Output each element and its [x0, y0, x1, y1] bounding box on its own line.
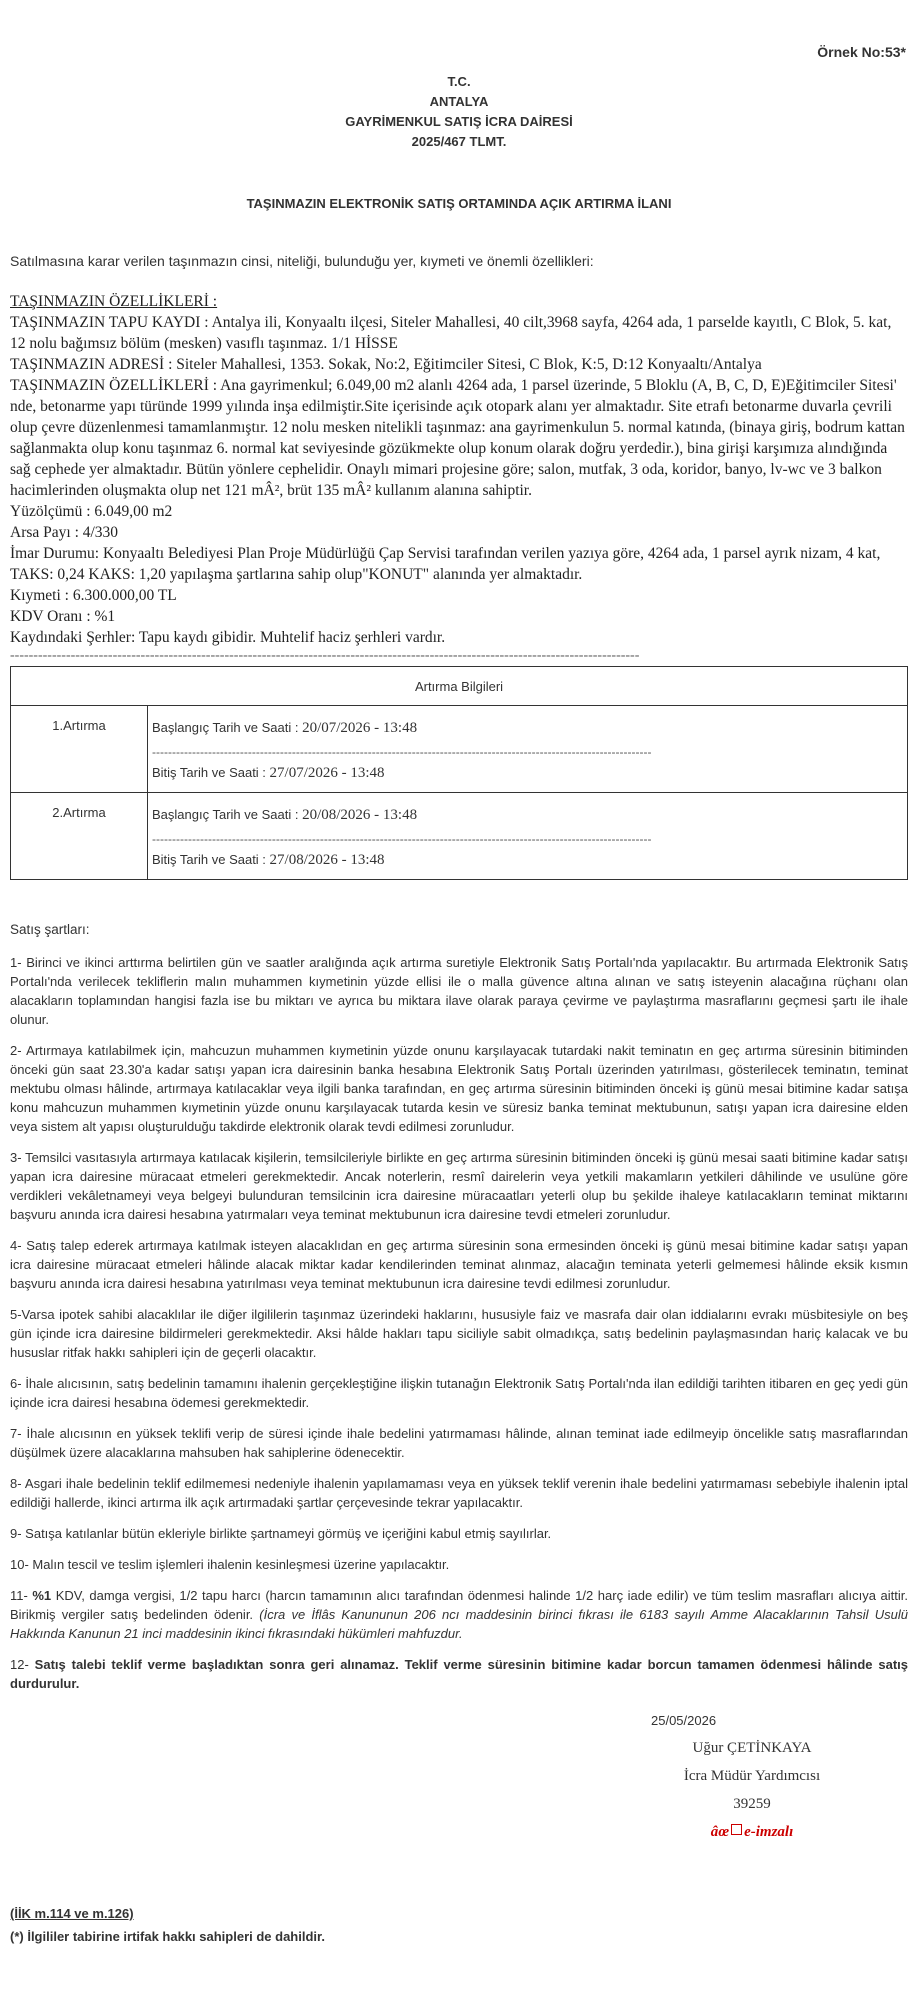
signer-number: 39259: [733, 1796, 771, 1812]
property-zoning: İmar Durumu: Konyaaltı Belediyesi Plan Proje Müdürlüğü Çap Servisi tarafından verilen yazıya göre, 4264 ada, 1 parsel ayrık nizam, 4 kat, TAKS: 0,24 KAKS: 1,20 yapılaşma şartlarına sahip olup"KONUT" alanında yer almaktadır.: [10, 545, 881, 583]
signature-block: [622, 1734, 882, 1846]
condition-11-vat: %1: [32, 1588, 52, 1603]
property-area: Yüzölçümü : 6.049,00 m2: [10, 503, 173, 520]
condition-6: 6- İhale alıcısının, satış bedelinin tamamını ihalenin gerçekleştiğine ilişkin tutanağın Elektronik Satış Portalı'nda ilan edildiği tarihten itibaren en geç yedi gün içinde icra dairesi hesabına ödemesi gerekmektedir.: [10, 1376, 908, 1410]
condition-1: 1- Birinci ve ikinci arttırma belirtilen gün ve saatler aralığında açık artırma suretiyle Elektronik Satış Portalı'nda yapılacaktır. Bu artırmada Elektronik Satış Portalı'nda verilecek tekliflerin malın muhammen kıymetinin yüzde ellisi ile o malla güvence altına alınan ve satış isteyenin alacağına rüçhanı olan alacakların toplamından hangisi fazla ise bu miktarı ve ayrıca bu miktara ilave olarak paraya çevirme ve paylaştırma masraflarını geçmesi şartı ile ihale olunur.: [10, 955, 908, 1027]
condition-12: [10, 1655, 908, 1693]
header-line-city: ANTALYA: [429, 94, 489, 109]
property-tapu: TAŞINMAZIN TAPU KAYDI : Antalya ili, Konyaaltı ilçesi, Siteler Mahallesi, 40 cilt,3968 sayfa, 4264 ada, 1 parselde kayıtlı, C Blok, 5. kat, 12 nolu bağımsız bölüm (mesken) vasıflı taşınmaz. 1/1 HİSSE: [10, 314, 892, 352]
auction-row-separator: -----------------------------------------------------------------------------------------------------------------------------: [152, 745, 652, 759]
condition-9: 9- Satışa katılanlar bütün ekleriyle birlikte şartnameyi görmüş ve içeriğini kabul etmiş sayılırlar.: [10, 1526, 552, 1541]
header-line-file-no: 2025/467 TLMT.: [411, 134, 507, 149]
property-heading: TAŞINMAZIN ÖZELLİKLERİ :: [10, 293, 218, 310]
condition-11-italic: (İcra ve İflâs Kanununun 206 ncı maddesinin birinci fıkrası ile 6183 sayılı Amme Alacaklarının Tahsil Usulü Hakkında Kanunun 21 inci maddesinin ikinci fıkrasındaki hükümleri mahfuzdur.: [10, 1607, 909, 1641]
auction-start-value: 20/08/2026 - 13:48: [302, 807, 418, 823]
footer-note: (*) İlgililer tabirine irtifak hakkı sahipleri de dahildir.: [10, 1929, 325, 1944]
property-details: [10, 291, 908, 664]
ornek-number: Örnek No:53*: [817, 44, 906, 60]
auction-start-label: Başlangıç Tarih ve Saati :: [152, 807, 299, 822]
signer-name: Uğur ÇETİNKAYA: [692, 1740, 812, 1756]
signer-role: İcra Müdür Yardımcısı: [683, 1768, 821, 1784]
document-header: [10, 72, 908, 152]
auction-name: 1.Artırma: [11, 706, 148, 793]
auction-end-label: Bitiş Tarih ve Saati :: [152, 765, 266, 780]
property-value: Kıymeti : 6.300.000,00 TL: [10, 587, 177, 604]
auction-name: 2.Artırma: [11, 793, 148, 880]
condition-5: 5-Varsa ipotek sahibi alacaklılar ile diğer ilgililerin taşınmaz üzerindeki haklarını, hususiyle faiz ve masrafa dair olan iddialarını evrakı müsbitesiyle on beş gün içinde icra dairesine bildirmeleri gerekmektedir. Aksi hâlde hakları tapu siciliyle sabit olmadıkça, satış bedelinin paylaşmasından hariç kalacak ve bu hususlar ritfak hakkı sahipleri için de geçerli olacaktır.: [10, 1307, 908, 1360]
header-line-office: GAYRİMENKUL SATIŞ İCRA DAİRESİ: [345, 114, 573, 129]
condition-11-prefix: 11-: [10, 1588, 28, 1603]
auction-end-value: 27/07/2026 - 13:48: [269, 765, 385, 781]
condition-11: [10, 1586, 908, 1643]
footer-law-reference: (İİK m.114 ve m.126): [10, 1906, 134, 1921]
conditions-heading: Satış şartları:: [10, 922, 90, 937]
auction-table: [10, 666, 908, 880]
auction-start-label: Başlangıç Tarih ve Saati :: [152, 720, 299, 735]
condition-12-prefix: 12-: [10, 1657, 35, 1672]
condition-8: 8- Asgari ihale bedelinin teklif edilmemesi nedeniyle ihalenin yapılamaması veya en yüksek teklif verenin ihale bedelini yatırmaması sebebiyle ihalenin iptal edildiği hallerde, ikinci artırma ilk açık artırmadaki şartlar çerçevesinde tekrar yapılacaktır.: [10, 1476, 908, 1510]
property-vat: KDV Oranı : %1: [10, 608, 116, 625]
e-signature-label: e-imzalı: [744, 1824, 794, 1840]
e-signature-prefix: âœ: [710, 1824, 730, 1840]
auction-end-label: Bitiş Tarih ve Saati :: [152, 852, 266, 867]
condition-3: 3- Temsilci vasıtasıyla artırmaya katılacak kişilerin, temsilcileriyle birlikte en geç artırma süresinin bitiminden önceki iş günü mesai saati bitimine kadar satışı yapan icra dairesine müracaat etmeleri gerekmektedir. Ancak noterlerin, resmî dairelerin veya yetkili makamların yetkileri dâhilinde ve usulüne göre verdikleri vekâletnameyi veya belgeyi bulunduran temsilcinin icra dairesine müracaatları yeterli olup bu şekilde ihaleye katılacakların teminat miktarını başvuru anında icra dairesi hesabına yatırmaları veya teminat mektubunun icra dairesine tevdi etmeleri zorunludur.: [10, 1150, 908, 1222]
e-signature-box-icon: [731, 1824, 742, 1835]
property-separator: ---------------------------------------------------------------------------------------------------------------------------------------: [10, 648, 640, 663]
condition-10: 10- Malın tescil ve teslim işlemleri ihalenin kesinleşmesi üzerine yapılacaktır.: [10, 1557, 450, 1572]
auction-start-value: 20/07/2026 - 13:48: [302, 720, 418, 736]
table-row: [11, 793, 908, 880]
header-line-tc: T.C.: [447, 74, 471, 89]
condition-11-text: KDV, damga vergisi, 1/2 tapu harcı (harcın tamamının alıcı tarafından ödenmesi halinde 1/2 harç iade edilir) ve tüm teslim masrafları alıcıya aittir. Birikmiş vergiler satış bedelinden ödenir.: [10, 1588, 908, 1622]
property-share: Arsa Payı : 4/330: [10, 524, 119, 541]
auction-dates: [148, 706, 908, 793]
property-address: TAŞINMAZIN ADRESİ : Siteler Mahallesi, 1353. Sokak, No:2, Eğitimciler Sitesi, C Blok, K:5, D:12 Konyaaltı/Antalya: [10, 356, 762, 373]
auction-dates: [148, 793, 908, 880]
page-title: TAŞINMAZIN ELEKTRONİK SATIŞ ORTAMINDA AÇIK ARTIRMA İLANI: [246, 196, 672, 211]
auction-end-value: 27/08/2026 - 13:48: [269, 852, 385, 868]
document-page: [0, 44, 920, 1944]
condition-7: 7- İhale alıcısının en yüksek teklifi verip de süresi içinde ihale bedelini yatırmaması hâlinde, alınan teminat iade edilmeyip öncelikle satış masraflarından düşülmek üzere alacaklarına mahsuben hak sahiplerine ödenecektir.: [10, 1426, 908, 1460]
property-features: TAŞINMAZIN ÖZELLİKLERİ : Ana gayrimenkul; 6.049,00 m2 alanlı 4264 ada, 1 parsel üzerinde, 5 Bloklu (A, B, C, D, E)Eğitimciler Sitesi' nde, betonarme yapı türünde 1999 yılında inşa edilmiştir.Site içerisinde açık otopark alanı yer almaktadır. Site etrafı betonarme duvarla çevrili olup çevre düzenlenmesi tamamlanmıştır. 12 nolu mesken nitelikli taşınmaz: ana gayrimenkulun 5. normal katında, (binaya giriş, bodrum kattan sağlanmakta olup konu taşınmaz 6. normal kat seviyesinde gözükmekte olup konum olarak doğru yerdedir.), bina girişi karşımıza alındığında sağ cephede yer almaktadır. Bütün yönlere cephelidir. Onaylı mimari projesine göre; salon, mutfak, 3 oda, koridor, banyo, lv-wc ve 3 balkon hacimlerinden oluşmakta olup net 121 mÂ², brüt 135 mÂ² kullanım alanına sahiptir.: [10, 377, 905, 499]
property-annotations: Kaydındaki Şerhler: Tapu kaydı gibidir. Muhtelif haciz şerhleri vardır.: [10, 629, 446, 646]
table-row: [11, 706, 908, 793]
signature-date: 25/05/2026: [651, 1713, 717, 1728]
intro-text: Satılmasına karar verilen taşınmazın cinsi, niteliği, bulunduğu yer, kıymeti ve önemli özellikleri:: [10, 253, 594, 269]
condition-4: 4- Satış talep ederek artırmaya katılmak isteyen alacaklıdan en geç artırma süresinin sona ermesinden önceki iş günü mesai bitimine kadar satışı yapan icra dairesine müracaat etmeleri hâlinde alacak miktar kadar kendilerinden teminat alınmaz, alacağın teminata yeterli gelmemesi hâlinde eksik kısmın başvuru anında icra dairesi hesabına yatırılması veya teminat mektubunun icra dairesine tevdi edilmesi zorunludur.: [10, 1238, 908, 1291]
condition-12-bold: Satış talebi teklif verme başladıktan sonra geri alınamaz. Teklif verme süresinin bitimine kadar borcun tamamen ödenmesi hâlinde satış durdurulur.: [10, 1657, 908, 1691]
e-signature: [622, 1818, 882, 1846]
auction-table-heading: Artırma Bilgileri: [11, 667, 908, 706]
auction-row-separator: -----------------------------------------------------------------------------------------------------------------------------: [152, 832, 652, 846]
condition-2: 2- Artırmaya katılabilmek için, mahcuzun muhammen kıymetinin yüzde onunu karşılayacak tutardaki nakit teminatın en geç artırma süresinin bitiminden önceki gün saat 23.30'a kadar satışı yapan icra dairesinin banka hesabına Elektronik Satış Portalı üzerinden yatırılması, gösterilecek teminatın, teminat mektubu olması hâlinde, artırmaya katılacaklar veya ilgili banka tarafından, en geç artırma süresinin bitiminden önceki iş günü mesai bitimine kadar satışa konu mahcuzun muhammen kıymetinin yüzde onunu karşılayacak tutarda kesin ve süresiz banka teminat mektubunun, satışı yapan icra dairesine elden veya sistem alt yapısı oluşturulduğu takdirde elektronik olarak tevdi edilmesi zorunludur.: [10, 1043, 908, 1134]
